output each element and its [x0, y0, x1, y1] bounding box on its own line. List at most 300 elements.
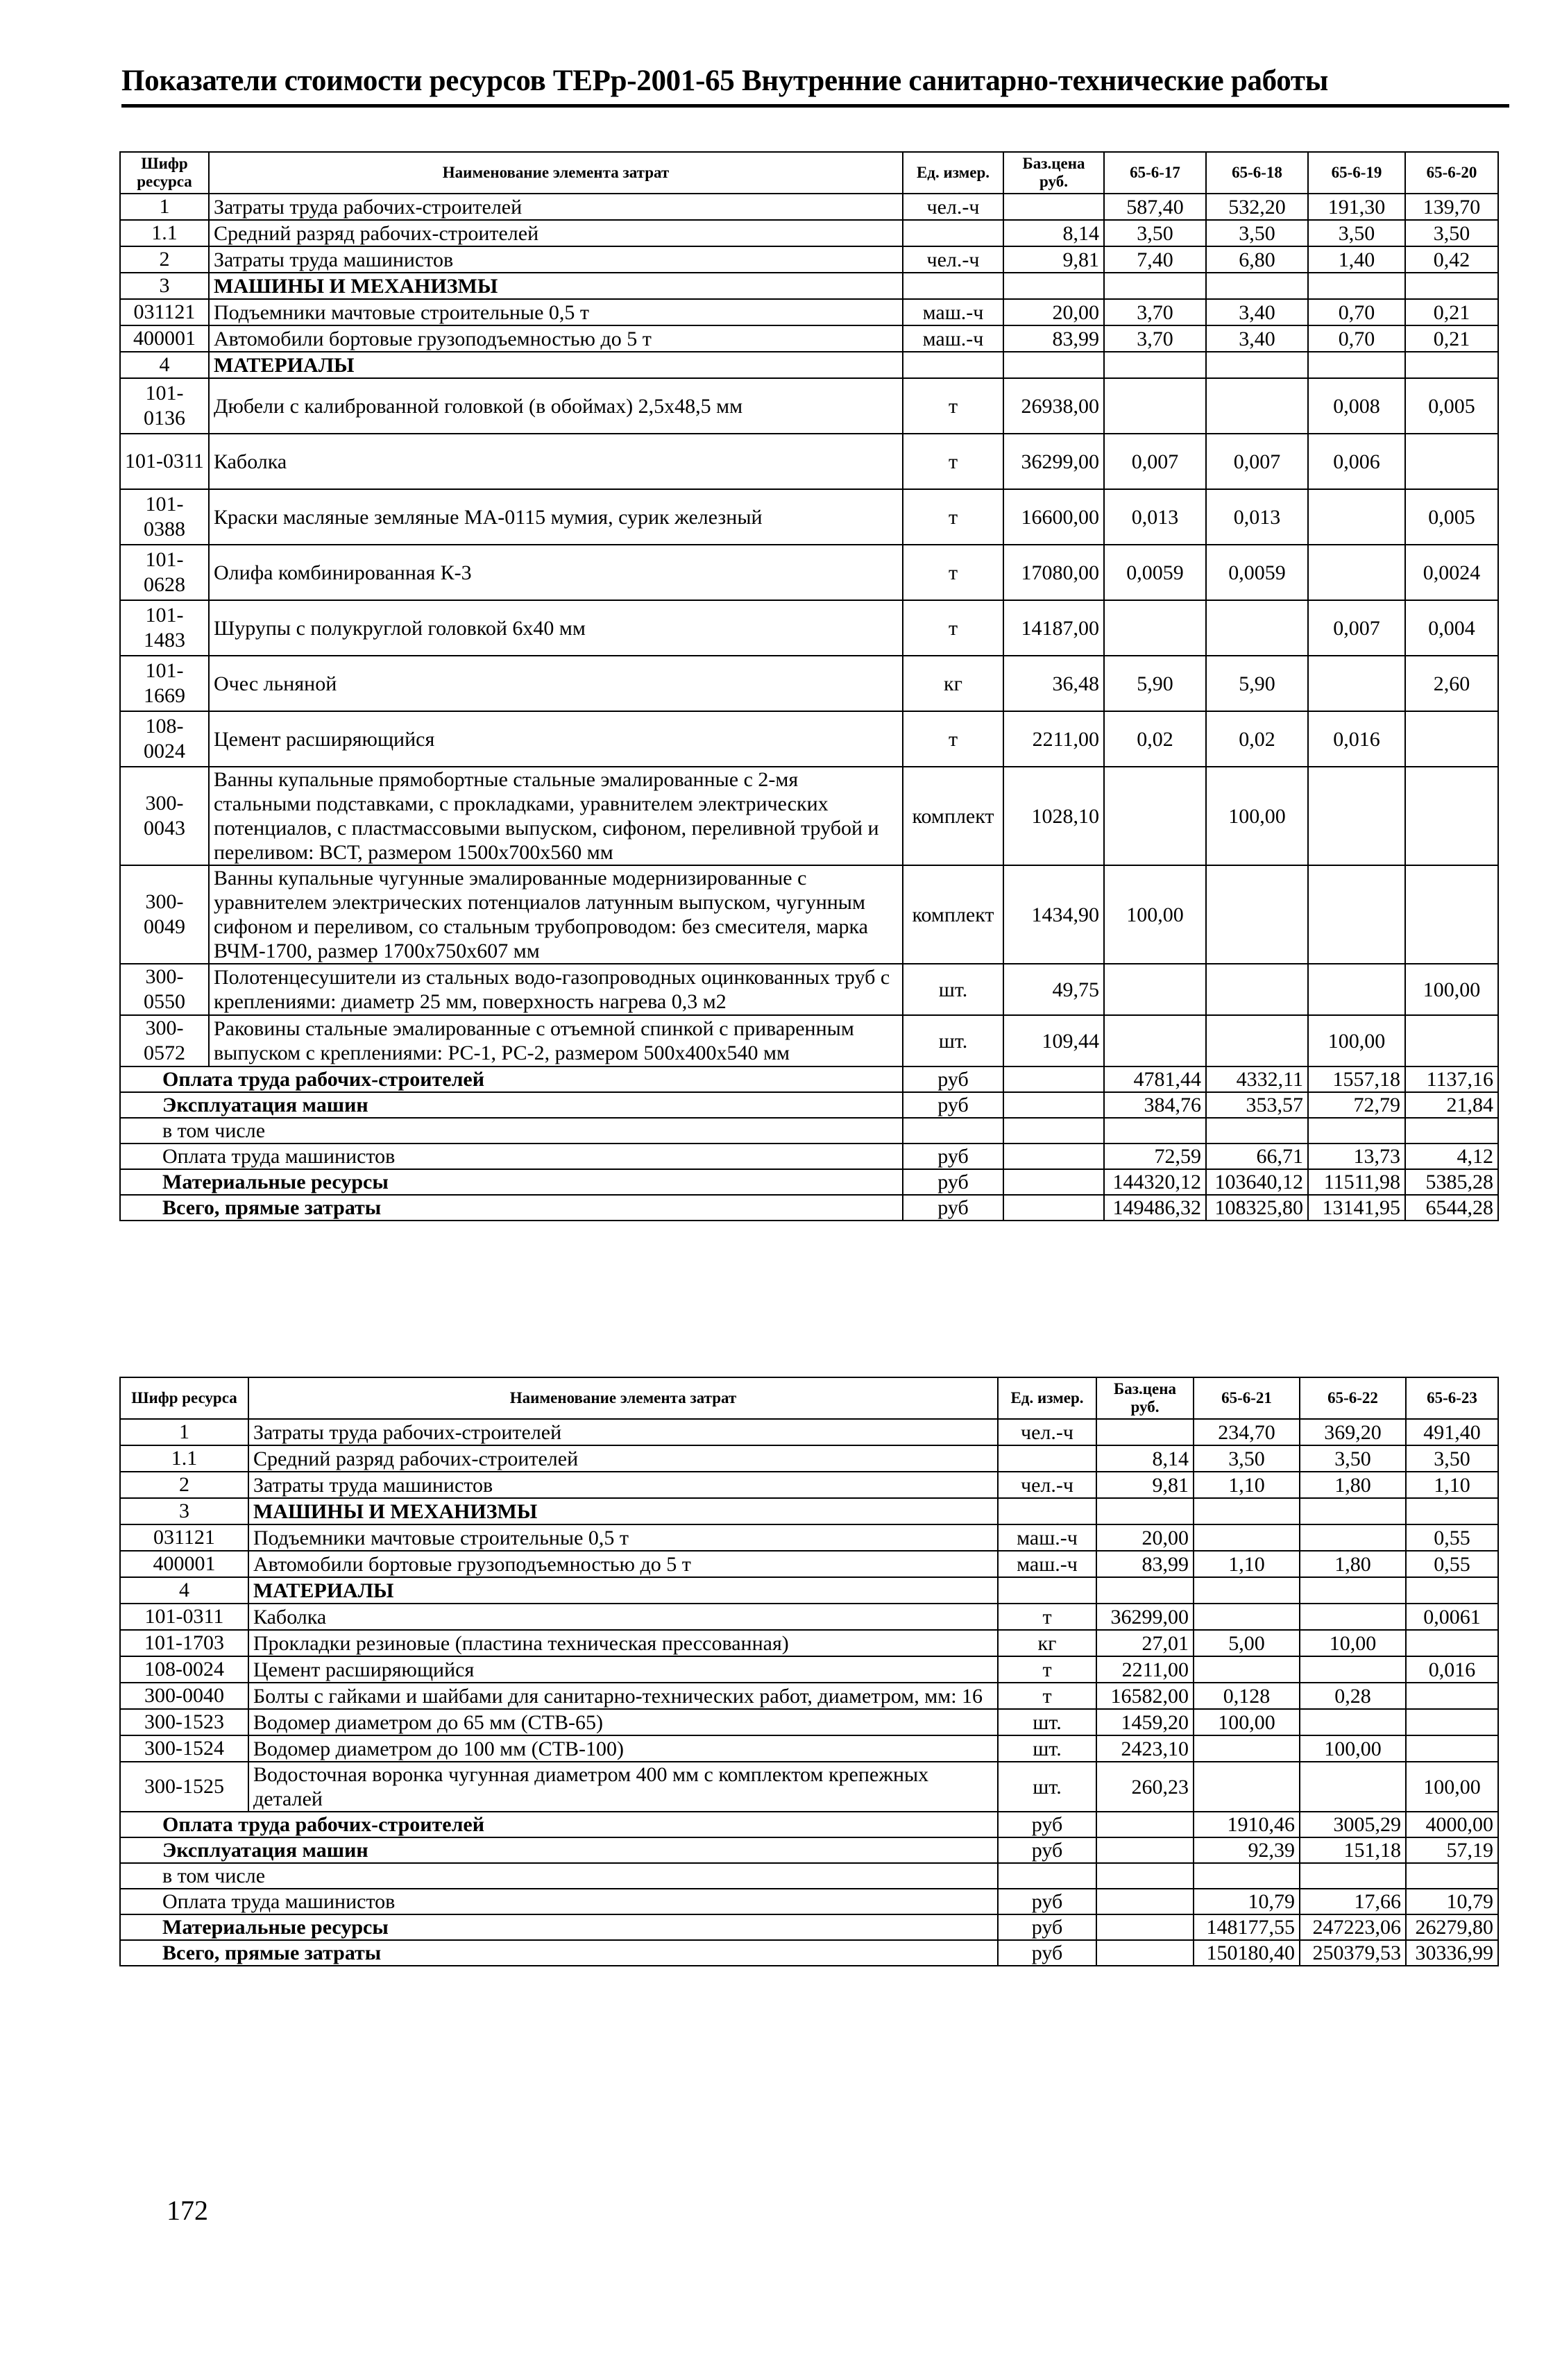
- resource-code: 101-0628: [120, 545, 209, 600]
- norm-value-cell: 0,013: [1104, 489, 1206, 545]
- norm-value-cell: 0,005: [1405, 378, 1498, 434]
- resource-name: МАТЕРИАЛЫ: [248, 1577, 998, 1604]
- unit-cell: маш.-ч: [903, 325, 1003, 352]
- norm-value-cell: 0,005: [1405, 489, 1498, 545]
- total-value-cell: 4332,11: [1206, 1066, 1308, 1092]
- unit-cell: маш.-ч: [998, 1524, 1096, 1551]
- resource-code: 101-0388: [120, 489, 209, 545]
- header-norm-code: 65-6-19: [1308, 152, 1405, 194]
- resource-name: Подъемники мачтовые строительные 0,5 т: [248, 1524, 998, 1551]
- total-value-cell: [1405, 1118, 1498, 1144]
- norm-value-cell: 0,55: [1406, 1551, 1498, 1577]
- totals-label: Материальные ресурсы: [120, 1914, 998, 1940]
- price-cell: [1003, 1169, 1104, 1195]
- totals-label: Оплата труда машинистов: [120, 1889, 998, 1914]
- price-cell: 36299,00: [1003, 434, 1104, 489]
- resource-code: 101-1669: [120, 656, 209, 711]
- resource-code: 3: [120, 1498, 248, 1524]
- norm-value-cell: [1206, 273, 1308, 299]
- price-cell: 2211,00: [1003, 711, 1104, 767]
- unit-cell: [998, 1445, 1096, 1472]
- table-row: [120, 489, 1498, 545]
- norm-value-cell: 3,40: [1206, 299, 1308, 325]
- unit-cell: [998, 1498, 1096, 1524]
- unit-cell: т: [903, 711, 1003, 767]
- price-cell: [1096, 1498, 1194, 1524]
- unit-cell: руб: [903, 1169, 1003, 1195]
- norm-value-cell: 139,70: [1405, 194, 1498, 220]
- price-cell: [1003, 1066, 1104, 1092]
- totals-label: Оплата труда машинистов: [120, 1144, 903, 1169]
- total-value-cell: 4000,00: [1406, 1812, 1498, 1837]
- resource-code: 300-0572: [120, 1015, 209, 1066]
- total-value-cell: [1406, 1863, 1498, 1889]
- table-row: [120, 1524, 1498, 1551]
- total-value-cell: 247223,06: [1300, 1914, 1406, 1940]
- table-row: [120, 767, 1498, 865]
- header-price: Баз.цена руб.: [1096, 1377, 1194, 1419]
- resource-name: Цемент расширяющийся: [248, 1656, 998, 1683]
- norm-value-cell: [1206, 964, 1308, 1015]
- price-cell: 26938,00: [1003, 378, 1104, 434]
- resource-code: 400001: [120, 325, 209, 352]
- norm-value-cell: 7,40: [1104, 246, 1206, 273]
- table-row: [120, 1656, 1498, 1683]
- resource-code: 300-0550: [120, 964, 209, 1015]
- norm-value-cell: [1206, 600, 1308, 656]
- resource-table-2: [119, 1377, 1499, 1966]
- header-code: Шифр ресурса: [120, 1377, 248, 1419]
- norm-value-cell: [1405, 273, 1498, 299]
- total-value-cell: [1206, 1118, 1308, 1144]
- unit-cell: руб: [998, 1812, 1096, 1837]
- unit-cell: шт.: [903, 964, 1003, 1015]
- norm-value-cell: [1194, 1604, 1300, 1630]
- total-value-cell: 353,57: [1206, 1092, 1308, 1118]
- norm-value-cell: 10,00: [1300, 1630, 1406, 1656]
- price-cell: 14187,00: [1003, 600, 1104, 656]
- unit-cell: руб: [903, 1092, 1003, 1118]
- price-cell: [1003, 1144, 1104, 1169]
- norm-value-cell: [1194, 1656, 1300, 1683]
- unit-cell: руб: [903, 1066, 1003, 1092]
- norm-value-cell: [1206, 1015, 1308, 1066]
- norm-value-cell: 3,50: [1308, 220, 1405, 246]
- norm-value-cell: 0,55: [1406, 1524, 1498, 1551]
- norm-value-cell: 0,28: [1300, 1683, 1406, 1709]
- unit-cell: [903, 1118, 1003, 1144]
- table-row: [120, 299, 1498, 325]
- table-row: [120, 545, 1498, 600]
- price-cell: 83,99: [1096, 1551, 1194, 1577]
- resource-name: Затраты труда рабочих-строителей: [209, 194, 903, 220]
- header-norm-code: 65-6-21: [1194, 1377, 1300, 1419]
- norm-value-cell: [1406, 1630, 1498, 1656]
- norm-value-cell: 0,21: [1405, 325, 1498, 352]
- totals-row: [120, 1195, 1498, 1221]
- norm-value-cell: 0,21: [1405, 299, 1498, 325]
- norm-value-cell: 3,40: [1206, 325, 1308, 352]
- unit-cell: руб: [998, 1914, 1096, 1940]
- norm-value-cell: [1104, 600, 1206, 656]
- resource-code: 031121: [120, 299, 209, 325]
- norm-value-cell: [1405, 1015, 1498, 1066]
- resource-name: МАТЕРИАЛЫ: [209, 352, 903, 378]
- resource-table-1: [119, 151, 1499, 1221]
- unit-cell: маш.-ч: [998, 1551, 1096, 1577]
- total-value-cell: 66,71: [1206, 1144, 1308, 1169]
- price-cell: 9,81: [1003, 246, 1104, 273]
- resource-name: Затраты труда машинистов: [209, 246, 903, 273]
- totals-row: [120, 1144, 1498, 1169]
- norm-value-cell: 100,00: [1104, 865, 1206, 964]
- total-value-cell: 10,79: [1406, 1889, 1498, 1914]
- unit-cell: шт.: [998, 1735, 1096, 1762]
- price-cell: 49,75: [1003, 964, 1104, 1015]
- norm-value-cell: 3,70: [1104, 299, 1206, 325]
- resource-name: Автомобили бортовые грузоподъемностью до 5 т: [209, 325, 903, 352]
- total-value-cell: 3005,29: [1300, 1812, 1406, 1837]
- unit-cell: [903, 352, 1003, 378]
- norm-value-cell: 3,50: [1104, 220, 1206, 246]
- price-cell: 8,14: [1003, 220, 1104, 246]
- section-row: [120, 273, 1498, 299]
- resource-name: Очес льняной: [209, 656, 903, 711]
- norm-value-cell: 3,50: [1206, 220, 1308, 246]
- norm-value-cell: [1194, 1762, 1300, 1812]
- norm-value-cell: [1194, 1735, 1300, 1762]
- resource-name: Средний разряд рабочих-строителей: [209, 220, 903, 246]
- total-value-cell: 92,39: [1194, 1837, 1300, 1863]
- total-value-cell: 5385,28: [1405, 1169, 1498, 1195]
- resource-name: Олифа комбинированная К-3: [209, 545, 903, 600]
- resource-code: 1.1: [120, 220, 209, 246]
- norm-value-cell: 191,30: [1308, 194, 1405, 220]
- header-norm-code: 65-6-18: [1206, 152, 1308, 194]
- norm-value-cell: [1300, 1604, 1406, 1630]
- price-cell: 16600,00: [1003, 489, 1104, 545]
- total-value-cell: [1300, 1863, 1406, 1889]
- table-row: [120, 1015, 1498, 1066]
- table-row: [120, 964, 1498, 1015]
- resource-code: 101-0311: [120, 434, 209, 489]
- norm-value-cell: 0,013: [1206, 489, 1308, 545]
- resource-code: 4: [120, 352, 209, 378]
- table-row: [120, 1472, 1498, 1498]
- header-name: Наименование элемента затрат: [248, 1377, 998, 1419]
- table-row: [120, 246, 1498, 273]
- norm-value-cell: [1406, 1709, 1498, 1735]
- total-value-cell: 26279,80: [1406, 1914, 1498, 1940]
- resource-name: МАШИНЫ И МЕХАНИЗМЫ: [209, 273, 903, 299]
- total-value-cell: 108325,80: [1206, 1195, 1308, 1221]
- norm-value-cell: 491,40: [1406, 1419, 1498, 1445]
- unit-cell: т: [998, 1604, 1096, 1630]
- unit-cell: чел.-ч: [903, 246, 1003, 273]
- total-value-cell: 13141,95: [1308, 1195, 1405, 1221]
- resource-code: 3: [120, 273, 209, 299]
- table-row: [120, 1604, 1498, 1630]
- table-row: [120, 1445, 1498, 1472]
- price-cell: [1096, 1577, 1194, 1604]
- price-cell: 36299,00: [1096, 1604, 1194, 1630]
- unit-cell: руб: [998, 1889, 1096, 1914]
- table-row: [120, 1762, 1498, 1812]
- resource-name: Полотенцесушители из стальных водо-газопроводных оцинкованных труб с креплениями: диаметр 25 мм, поверхность нагрева 0,3 м2: [209, 964, 903, 1015]
- price-cell: 16582,00: [1096, 1683, 1194, 1709]
- unit-cell: комплект: [903, 865, 1003, 964]
- norm-value-cell: [1104, 1015, 1206, 1066]
- header-row: [120, 152, 1498, 194]
- total-value-cell: 151,18: [1300, 1837, 1406, 1863]
- norm-value-cell: 5,90: [1104, 656, 1206, 711]
- resource-code: 4: [120, 1577, 248, 1604]
- unit-cell: т: [903, 489, 1003, 545]
- norm-value-cell: [1406, 1735, 1498, 1762]
- resource-name: Подъемники мачтовые строительные 0,5 т: [209, 299, 903, 325]
- resource-name: Шурупы с полукруглой головкой 6х40 мм: [209, 600, 903, 656]
- unit-cell: т: [998, 1656, 1096, 1683]
- totals-row: [120, 1066, 1498, 1092]
- price-cell: 20,00: [1096, 1524, 1194, 1551]
- resource-name: Водомер диаметром до 100 мм (СТВ-100): [248, 1735, 998, 1762]
- table-row: [120, 1683, 1498, 1709]
- total-value-cell: [1194, 1863, 1300, 1889]
- total-value-cell: 30336,99: [1406, 1940, 1498, 1966]
- unit-cell: комплект: [903, 767, 1003, 865]
- resource-code: 2: [120, 246, 209, 273]
- total-value-cell: 11511,98: [1308, 1169, 1405, 1195]
- total-value-cell: 1557,18: [1308, 1066, 1405, 1092]
- total-value-cell: 1137,16: [1405, 1066, 1498, 1092]
- norm-value-cell: 6,80: [1206, 246, 1308, 273]
- totals-label: в том числе: [120, 1863, 998, 1889]
- totals-label: в том числе: [120, 1118, 903, 1144]
- totals-row: [120, 1092, 1498, 1118]
- norm-value-cell: 369,20: [1300, 1419, 1406, 1445]
- section-row: [120, 1498, 1498, 1524]
- norm-value-cell: 3,70: [1104, 325, 1206, 352]
- unit-cell: руб: [903, 1195, 1003, 1221]
- unit-cell: кг: [903, 656, 1003, 711]
- price-cell: [1096, 1837, 1194, 1863]
- norm-value-cell: 100,00: [1300, 1735, 1406, 1762]
- norm-value-cell: [1104, 767, 1206, 865]
- norm-value-cell: [1405, 711, 1498, 767]
- total-value-cell: 103640,12: [1206, 1169, 1308, 1195]
- table-row: [120, 220, 1498, 246]
- norm-value-cell: [1206, 378, 1308, 434]
- norm-value-cell: 100,00: [1308, 1015, 1405, 1066]
- price-cell: 2211,00: [1096, 1656, 1194, 1683]
- norm-value-cell: 587,40: [1104, 194, 1206, 220]
- section-row: [120, 352, 1498, 378]
- resource-code: 1: [120, 194, 209, 220]
- table-row: [120, 378, 1498, 434]
- resource-code: 300-1525: [120, 1762, 248, 1812]
- header-price: Баз.цена руб.: [1003, 152, 1104, 194]
- resource-code: 1: [120, 1419, 248, 1445]
- norm-value-cell: 3,50: [1300, 1445, 1406, 1472]
- totals-label: Оплата труда рабочих-строителей: [120, 1812, 998, 1837]
- norm-value-cell: 0,0024: [1405, 545, 1498, 600]
- total-value-cell: 21,84: [1405, 1092, 1498, 1118]
- norm-value-cell: [1308, 767, 1405, 865]
- unit-cell: [903, 220, 1003, 246]
- norm-value-cell: 1,10: [1194, 1551, 1300, 1577]
- totals-row: [120, 1889, 1498, 1914]
- total-value-cell: 144320,12: [1104, 1169, 1206, 1195]
- norm-value-cell: [1300, 1762, 1406, 1812]
- price-cell: [1003, 1092, 1104, 1118]
- norm-value-cell: [1308, 964, 1405, 1015]
- totals-label: Эксплуатация машин: [120, 1837, 998, 1863]
- norm-value-cell: [1308, 545, 1405, 600]
- total-value-cell: 148177,55: [1194, 1914, 1300, 1940]
- resource-code: 031121: [120, 1524, 248, 1551]
- price-cell: 20,00: [1003, 299, 1104, 325]
- resource-name: Раковины стальные эмалированные с отъемной спинкой с приваренным выпуском с креплениями: РС-1, РС-2, размером 500х400х540 мм: [209, 1015, 903, 1066]
- norm-value-cell: [1194, 1577, 1300, 1604]
- resource-name: МАШИНЫ И МЕХАНИЗМЫ: [248, 1498, 998, 1524]
- resource-code: 101-1703: [120, 1630, 248, 1656]
- norm-value-cell: 234,70: [1194, 1419, 1300, 1445]
- norm-value-cell: [1104, 378, 1206, 434]
- price-cell: [1003, 1195, 1104, 1221]
- resource-code: 300-1524: [120, 1735, 248, 1762]
- resource-code: 300-0043: [120, 767, 209, 865]
- price-cell: 36,48: [1003, 656, 1104, 711]
- resource-code: 300-1523: [120, 1709, 248, 1735]
- norm-value-cell: 1,80: [1300, 1551, 1406, 1577]
- table-row: [120, 1419, 1498, 1445]
- price-cell: 1028,10: [1003, 767, 1104, 865]
- resource-code: 101-1483: [120, 600, 209, 656]
- resource-name: Водосточная воронка чугунная диаметром 400 мм с комплектом крепежных деталей: [248, 1762, 998, 1812]
- totals-row: [120, 1914, 1498, 1940]
- unit-cell: т: [998, 1683, 1096, 1709]
- price-cell: 1459,20: [1096, 1709, 1194, 1735]
- price-cell: [1003, 194, 1104, 220]
- header-norm-code: 65-6-23: [1406, 1377, 1498, 1419]
- norm-value-cell: [1300, 1498, 1406, 1524]
- norm-value-cell: 0,004: [1405, 600, 1498, 656]
- header-name: Наименование элемента затрат: [209, 152, 903, 194]
- norm-value-cell: [1308, 273, 1405, 299]
- totals-row: [120, 1169, 1498, 1195]
- norm-value-cell: [1300, 1524, 1406, 1551]
- norm-value-cell: [1104, 352, 1206, 378]
- norm-value-cell: 0,02: [1206, 711, 1308, 767]
- resource-code: 1.1: [120, 1445, 248, 1472]
- unit-cell: чел.-ч: [903, 194, 1003, 220]
- total-value-cell: 6544,28: [1405, 1195, 1498, 1221]
- total-value-cell: 384,76: [1104, 1092, 1206, 1118]
- norm-value-cell: 5,90: [1206, 656, 1308, 711]
- table-row: [120, 194, 1498, 220]
- resource-name: Каболка: [209, 434, 903, 489]
- price-cell: [1096, 1812, 1194, 1837]
- header-norm-code: 65-6-22: [1300, 1377, 1406, 1419]
- resource-name: Автомобили бортовые грузоподъемностью до 5 т: [248, 1551, 998, 1577]
- norm-value-cell: 0,008: [1308, 378, 1405, 434]
- norm-value-cell: 0,0061: [1406, 1604, 1498, 1630]
- norm-value-cell: 0,007: [1104, 434, 1206, 489]
- header-code: Шифр ресурса: [120, 152, 209, 194]
- totals-label: Эксплуатация машин: [120, 1092, 903, 1118]
- norm-value-cell: 2,60: [1405, 656, 1498, 711]
- norm-value-cell: 100,00: [1405, 964, 1498, 1015]
- resource-code: 108-0024: [120, 1656, 248, 1683]
- resource-name: Болты с гайками и шайбами для санитарно-технических работ, диаметром, мм: 16: [248, 1683, 998, 1709]
- norm-value-cell: 100,00: [1206, 767, 1308, 865]
- table-row: [120, 1630, 1498, 1656]
- totals-row: [120, 1863, 1498, 1889]
- unit-cell: [998, 1577, 1096, 1604]
- price-cell: [1003, 352, 1104, 378]
- norm-value-cell: 1,80: [1300, 1472, 1406, 1498]
- resource-name: Водомер диаметром до 65 мм (СТВ-65): [248, 1709, 998, 1735]
- norm-value-cell: [1300, 1577, 1406, 1604]
- total-value-cell: 150180,40: [1194, 1940, 1300, 1966]
- total-value-cell: 4,12: [1405, 1144, 1498, 1169]
- resource-name: Ванны купальные прямобортные стальные эмалированные с 2-мя стальными подставками, с прокладками, уравнителем электрических потенциалов, с пластмассовыми выпуском, сифоном, переливной трубой и переливом: ВСТ, размером 1500х700х560 мм: [209, 767, 903, 865]
- norm-value-cell: 5,00: [1194, 1630, 1300, 1656]
- norm-value-cell: 100,00: [1406, 1762, 1498, 1812]
- norm-value-cell: [1300, 1656, 1406, 1683]
- table-row: [120, 600, 1498, 656]
- total-value-cell: 250379,53: [1300, 1940, 1406, 1966]
- resource-code: 400001: [120, 1551, 248, 1577]
- price-cell: 83,99: [1003, 325, 1104, 352]
- norm-value-cell: [1405, 434, 1498, 489]
- total-value-cell: 4781,44: [1104, 1066, 1206, 1092]
- total-value-cell: 13,73: [1308, 1144, 1405, 1169]
- unit-cell: т: [903, 545, 1003, 600]
- resource-code: 300-0049: [120, 865, 209, 964]
- norm-value-cell: 0,70: [1308, 299, 1405, 325]
- norm-value-cell: [1194, 1524, 1300, 1551]
- resource-name: Прокладки резиновые (пластина техническая прессованная): [248, 1630, 998, 1656]
- price-cell: [1096, 1419, 1194, 1445]
- total-value-cell: [1308, 1118, 1405, 1144]
- unit-cell: шт.: [998, 1709, 1096, 1735]
- norm-value-cell: [1308, 865, 1405, 964]
- total-value-cell: 57,19: [1406, 1837, 1498, 1863]
- resource-name: Цемент расширяющийся: [209, 711, 903, 767]
- resource-name: Средний разряд рабочих-строителей: [248, 1445, 998, 1472]
- norm-value-cell: 0,02: [1104, 711, 1206, 767]
- price-cell: [1003, 273, 1104, 299]
- totals-row: [120, 1940, 1498, 1966]
- resource-name: Затраты труда рабочих-строителей: [248, 1419, 998, 1445]
- norm-value-cell: 0,007: [1206, 434, 1308, 489]
- totals-label: Материальные ресурсы: [120, 1169, 903, 1195]
- price-cell: [1096, 1940, 1194, 1966]
- resource-code: 101-0136: [120, 378, 209, 434]
- norm-value-cell: 0,016: [1406, 1656, 1498, 1683]
- norm-value-cell: 532,20: [1206, 194, 1308, 220]
- norm-value-cell: 0,007: [1308, 600, 1405, 656]
- total-value-cell: 1910,46: [1194, 1812, 1300, 1837]
- unit-cell: кг: [998, 1630, 1096, 1656]
- unit-cell: [998, 1863, 1096, 1889]
- resource-name: Ванны купальные чугунные эмалированные модернизированные с уравнителем электрических потенциалов латунным выпуском, чугунным сифоном и переливом, со стальным трубопроводом: без смесителя, марка ВЧМ-1700, размер 1700х750х607 мм: [209, 865, 903, 964]
- table-row: [120, 865, 1498, 964]
- table-row: [120, 325, 1498, 352]
- totals-label: Всего, прямые затраты: [120, 1940, 998, 1966]
- totals-row: [120, 1812, 1498, 1837]
